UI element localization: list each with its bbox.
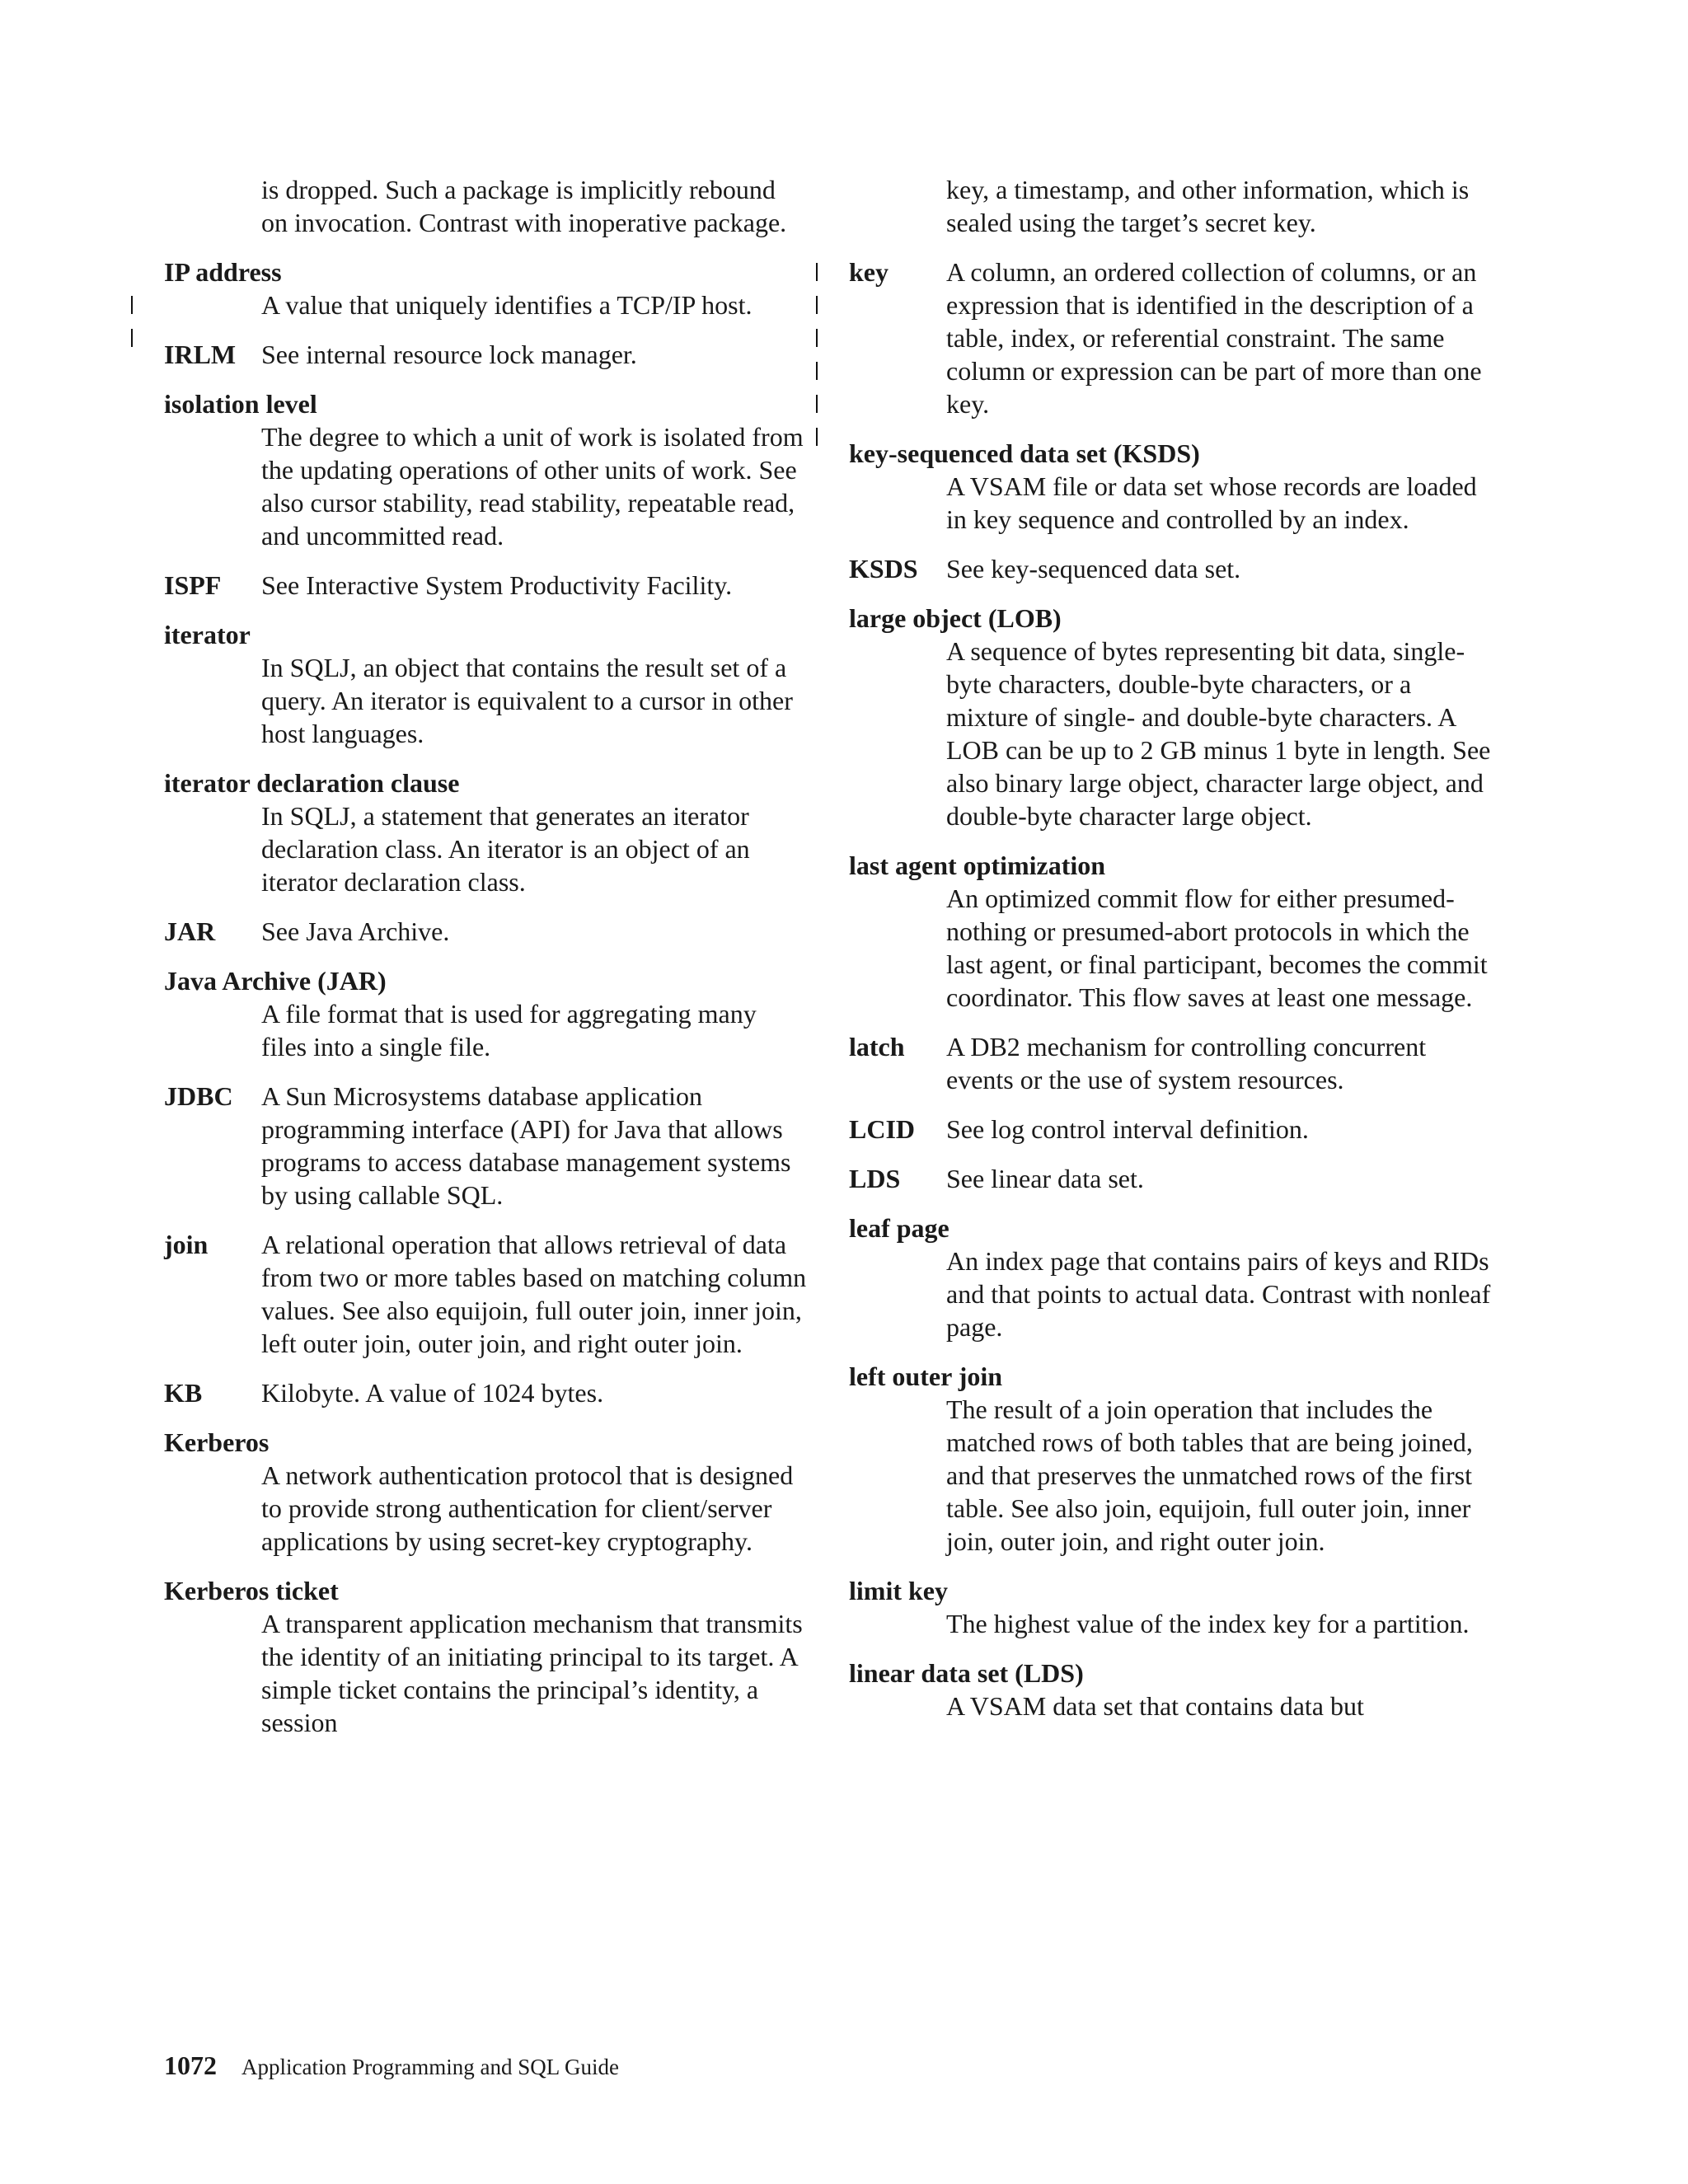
glossary-definition: A column, an ordered collection of columns, or an expression that is identified in the description of a table, index, or referential constraint. The same column or expression can be part of more than one key. bbox=[946, 257, 1482, 419]
glossary-entry bbox=[164, 915, 807, 948]
glossary-term: JAR bbox=[164, 916, 216, 946]
left-column bbox=[164, 173, 807, 1755]
glossary-definition: See log control interval definition. bbox=[946, 1114, 1309, 1144]
glossary-term: last agent optimization bbox=[849, 851, 1106, 880]
glossary-entry bbox=[164, 766, 807, 898]
glossary-definition: A DB2 mechanism for controlling concurrent events or the use of system resources. bbox=[946, 1032, 1427, 1094]
glossary-definition: A Sun Microsystems database application programming interface (API) for Java that allows programs to access database management systems by using callable SQL. bbox=[261, 1081, 791, 1210]
glossary-definition: See linear data set. bbox=[946, 1164, 1144, 1193]
glossary-entry bbox=[164, 1574, 807, 1739]
glossary-entry bbox=[849, 552, 1492, 585]
glossary-term: key-sequenced data set (KSDS) bbox=[849, 438, 1200, 468]
page-footer bbox=[164, 2050, 619, 2081]
right-column bbox=[849, 173, 1492, 1739]
left-glossary-list bbox=[164, 255, 807, 1739]
glossary-entry bbox=[164, 338, 807, 371]
glossary-term: limit key bbox=[849, 1576, 948, 1605]
glossary-entry bbox=[849, 1212, 1492, 1343]
page-number: 1072 bbox=[164, 2050, 217, 2080]
glossary-term: iterator declaration clause bbox=[164, 768, 460, 798]
glossary-definition: See Interactive System Productivity Facility. bbox=[261, 570, 733, 600]
glossary-entry bbox=[164, 1376, 807, 1409]
glossary-definition: An index page that contains pairs of keys and RIDs and that points to actual data. Contrast with nonleaf page. bbox=[946, 1246, 1491, 1342]
glossary-definition: A network authentication protocol that is designed to provide strong authentication for client/server applications by using secret-key cryptography. bbox=[261, 1460, 794, 1556]
glossary-entry bbox=[164, 618, 807, 750]
glossary-term: IP address bbox=[164, 257, 282, 287]
glossary-entry bbox=[164, 387, 807, 552]
glossary-entry bbox=[164, 569, 807, 602]
glossary-term: LDS bbox=[849, 1164, 901, 1193]
glossary-definition: See internal resource lock manager. bbox=[261, 340, 637, 369]
glossary-entry bbox=[849, 1162, 1492, 1195]
glossary-definition: A transparent application mechanism that transmits the identity of an initiating principal to its target. A simple ticket contains the principal’s identity, a session bbox=[261, 1609, 803, 1737]
revision-bar bbox=[131, 296, 133, 314]
glossary-entry bbox=[849, 1113, 1492, 1146]
glossary-definition: The degree to which a unit of work is isolated from the updating operations of other units of work. See also cursor stability, read stability, repeatable read, and uncommitted read. bbox=[261, 422, 804, 551]
glossary-entry bbox=[849, 1360, 1492, 1558]
glossary-entry bbox=[849, 1030, 1492, 1096]
glossary-definition: A sequence of bytes representing bit data, single-byte characters, double-byte characters, or a mixture of single- and double-byte characters. A LOB can be up to 2 GB minus 1 byte in length. See also binary large object, character large object, and double-byte character large object. bbox=[946, 636, 1491, 831]
glossary-definition: A file format that is used for aggregating many files into a single file. bbox=[261, 999, 757, 1062]
glossary-definition: A VSAM file or data set whose records are loaded in key sequence and controlled by an index. bbox=[946, 471, 1477, 534]
glossary-definition: Kilobyte. A value of 1024 bytes. bbox=[261, 1378, 604, 1408]
glossary-definition: A VSAM data set that contains data but bbox=[946, 1691, 1364, 1721]
revision-bar bbox=[816, 263, 818, 281]
revision-bar bbox=[131, 329, 133, 347]
glossary-term: Java Archive (JAR) bbox=[164, 966, 387, 996]
glossary-term: iterator bbox=[164, 620, 251, 649]
revision-bar bbox=[816, 362, 818, 380]
glossary-entry bbox=[164, 1228, 807, 1360]
glossary-definition: A value that uniquely identifies a TCP/IP host. bbox=[261, 290, 753, 320]
glossary-entry bbox=[849, 1574, 1492, 1640]
glossary-term: isolation level bbox=[164, 389, 317, 419]
glossary-entry bbox=[164, 1080, 807, 1212]
glossary-entry bbox=[849, 849, 1492, 1014]
revision-bar bbox=[816, 296, 818, 314]
glossary-term: JDBC bbox=[164, 1081, 233, 1111]
glossary-term: leaf page bbox=[849, 1213, 950, 1243]
glossary-definition: In SQLJ, a statement that generates an iterator declaration class. An iterator is an object of an iterator declaration class. bbox=[261, 801, 750, 897]
glossary-entry bbox=[164, 964, 807, 1063]
glossary-definition: See Java Archive. bbox=[261, 916, 450, 946]
left-continuation-text: is dropped. Such a package is implicitly rebound on invocation. Contrast with inoperative package. bbox=[261, 175, 787, 237]
glossary-entry bbox=[849, 255, 1492, 420]
glossary-term: KB bbox=[164, 1378, 203, 1408]
revision-bar bbox=[816, 428, 818, 446]
right-glossary-list bbox=[849, 255, 1492, 1722]
glossary-term: large object (LOB) bbox=[849, 603, 1062, 633]
revision-bar bbox=[816, 395, 818, 413]
glossary-term: KSDS bbox=[849, 554, 918, 583]
book-title: Application Programming and SQL Guide bbox=[241, 2055, 619, 2079]
glossary-entry bbox=[164, 1426, 807, 1558]
glossary-definition: A relational operation that allows retrieval of data from two or more tables based on matching column values. See also equijoin, full outer join, inner join, left outer join, outer join, and right outer join. bbox=[261, 1230, 807, 1358]
glossary-term: ISPF bbox=[164, 570, 222, 600]
glossary-term: left outer join bbox=[849, 1361, 1003, 1391]
glossary-term: LCID bbox=[849, 1114, 916, 1144]
glossary-entry bbox=[849, 437, 1492, 536]
glossary-term: IRLM bbox=[164, 340, 237, 369]
glossary-term: join bbox=[164, 1230, 209, 1259]
glossary-entry bbox=[164, 255, 807, 321]
glossary-term: key bbox=[849, 257, 889, 287]
glossary-definition: See key-sequenced data set. bbox=[946, 554, 1241, 583]
glossary-term: Kerberos bbox=[164, 1427, 270, 1457]
glossary-term: linear data set (LDS) bbox=[849, 1658, 1084, 1688]
glossary-term: Kerberos ticket bbox=[164, 1576, 339, 1605]
revision-bar bbox=[816, 329, 818, 347]
glossary-entry bbox=[849, 602, 1492, 832]
glossary-definition: In SQLJ, an object that contains the result set of a query. An iterator is equivalent to a cursor in other host languages. bbox=[261, 653, 793, 748]
glossary-term: latch bbox=[849, 1032, 905, 1062]
glossary-definition: The result of a join operation that includes the matched rows of both tables that are being joined, and that preserves the unmatched rows of the first table. See also join, equijoin, full outer join, inner join, outer join, and right outer join. bbox=[946, 1394, 1473, 1556]
right-continuation-text: key, a timestamp, and other information, which is sealed using the target’s secret key. bbox=[946, 175, 1470, 237]
glossary-definition: An optimized commit flow for either presumed-nothing or presumed-abort protocols in which the last agent, or final participant, becomes the commit coordinator. This flow saves at least one message. bbox=[946, 883, 1488, 1012]
glossary-entry bbox=[849, 1657, 1492, 1722]
glossary-definition: The highest value of the index key for a partition. bbox=[946, 1609, 1470, 1638]
